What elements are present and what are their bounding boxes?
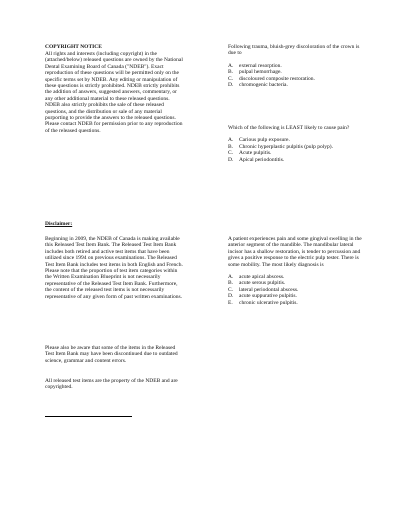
- question-stem: A patient experiences pain and some gingival swelling in the anterior segment of the mandible. The mandibular lateral incisor has a shallow restoration, is tender to percussion and gives a positive response to the electric pulp tester. There is some mobility. The most likely diagnosis is: [228, 236, 362, 268]
- answer-option: E. chronic ulcerative pulpitis.: [228, 299, 298, 306]
- footer-divider: [45, 416, 132, 417]
- answer-option: B. pulpal hemorrhage.: [228, 69, 282, 76]
- question-1: [228, 44, 368, 88]
- answer-option: D. Apical periodontitis.: [228, 156, 285, 163]
- disclaimer-paragraph-2: Please also be aware that some of the items in the Released Test Item Bank may have been discontinued due to outdated science, grammar and content errors.: [45, 345, 178, 364]
- question-stem: Following trauma, bluish-grey discoloration of the crown is due to: [228, 44, 360, 57]
- question-stem: Which of the following is LEAST likely to cause pain?: [228, 125, 350, 131]
- answer-option: C. discoloured composite restoration.: [228, 75, 315, 82]
- answer-option: B. acute serous pulpitis.: [228, 280, 286, 287]
- answer-option: C. lateral periodontal abscess.: [228, 286, 299, 293]
- disclaimer-heading: Disclaimer:: [45, 221, 73, 227]
- answer-option: A. Carious pulp exposure.: [228, 137, 290, 144]
- question-3: [228, 236, 368, 306]
- question-2: [228, 125, 368, 163]
- answer-option: A. acute apical abscess.: [228, 274, 285, 281]
- disclaimer-paragraph-1: Beginning in 2009, the NDEB of Canada is making available this Released Test Item Bank. The Released Test Item Bank includes both retired and active test items that have been utilized since 1994 on previous examinations. The Released Test Item Bank includes test items in both English and French. Please note that the proportion of test item categories within the Written Examination Blueprint is not necessarily representative of the Released Test Item Bank. Furthermore, the content of the released test items is not necessarily representative of any given form of past written examinations.: [45, 236, 183, 300]
- answer-option: D. chromogenic bacteria.: [228, 82, 288, 89]
- disclaimer-paragraph-3: All released test items are the property of the NDEB and are copyrighted.: [45, 378, 178, 391]
- copyright-heading: COPYRIGHT NOTICE: [45, 44, 102, 50]
- answer-option: C. Acute pulpitis.: [228, 150, 272, 157]
- answer-option: D. acute suppurative pulpitis.: [228, 293, 297, 300]
- copyright-body: All rights and interests (including copyright) in the (attached/below) released questions are owned by the National Dental Examining Board of Canada ("NDEB"). Exact reproduction of these questions will be permitted only on the specific terms set by NDEB. Any editing or manipulation of these questions is strictly prohibited. NDEB strictly prohibits the addition of answers, suggested answers, commentary, or any other additional material to these released questions. NDEB also strictly prohibits the sale of these released questions, and the distribution or sale of any material purporting to provide the answers to the released questions. Please contact NDEB for permission prior to any reproduction of the released questions.: [45, 51, 183, 134]
- answer-option: B. Chronic hyperplastic pulpitis (pulp polyp).: [228, 143, 333, 150]
- answer-option: A. external resorption.: [228, 62, 282, 69]
